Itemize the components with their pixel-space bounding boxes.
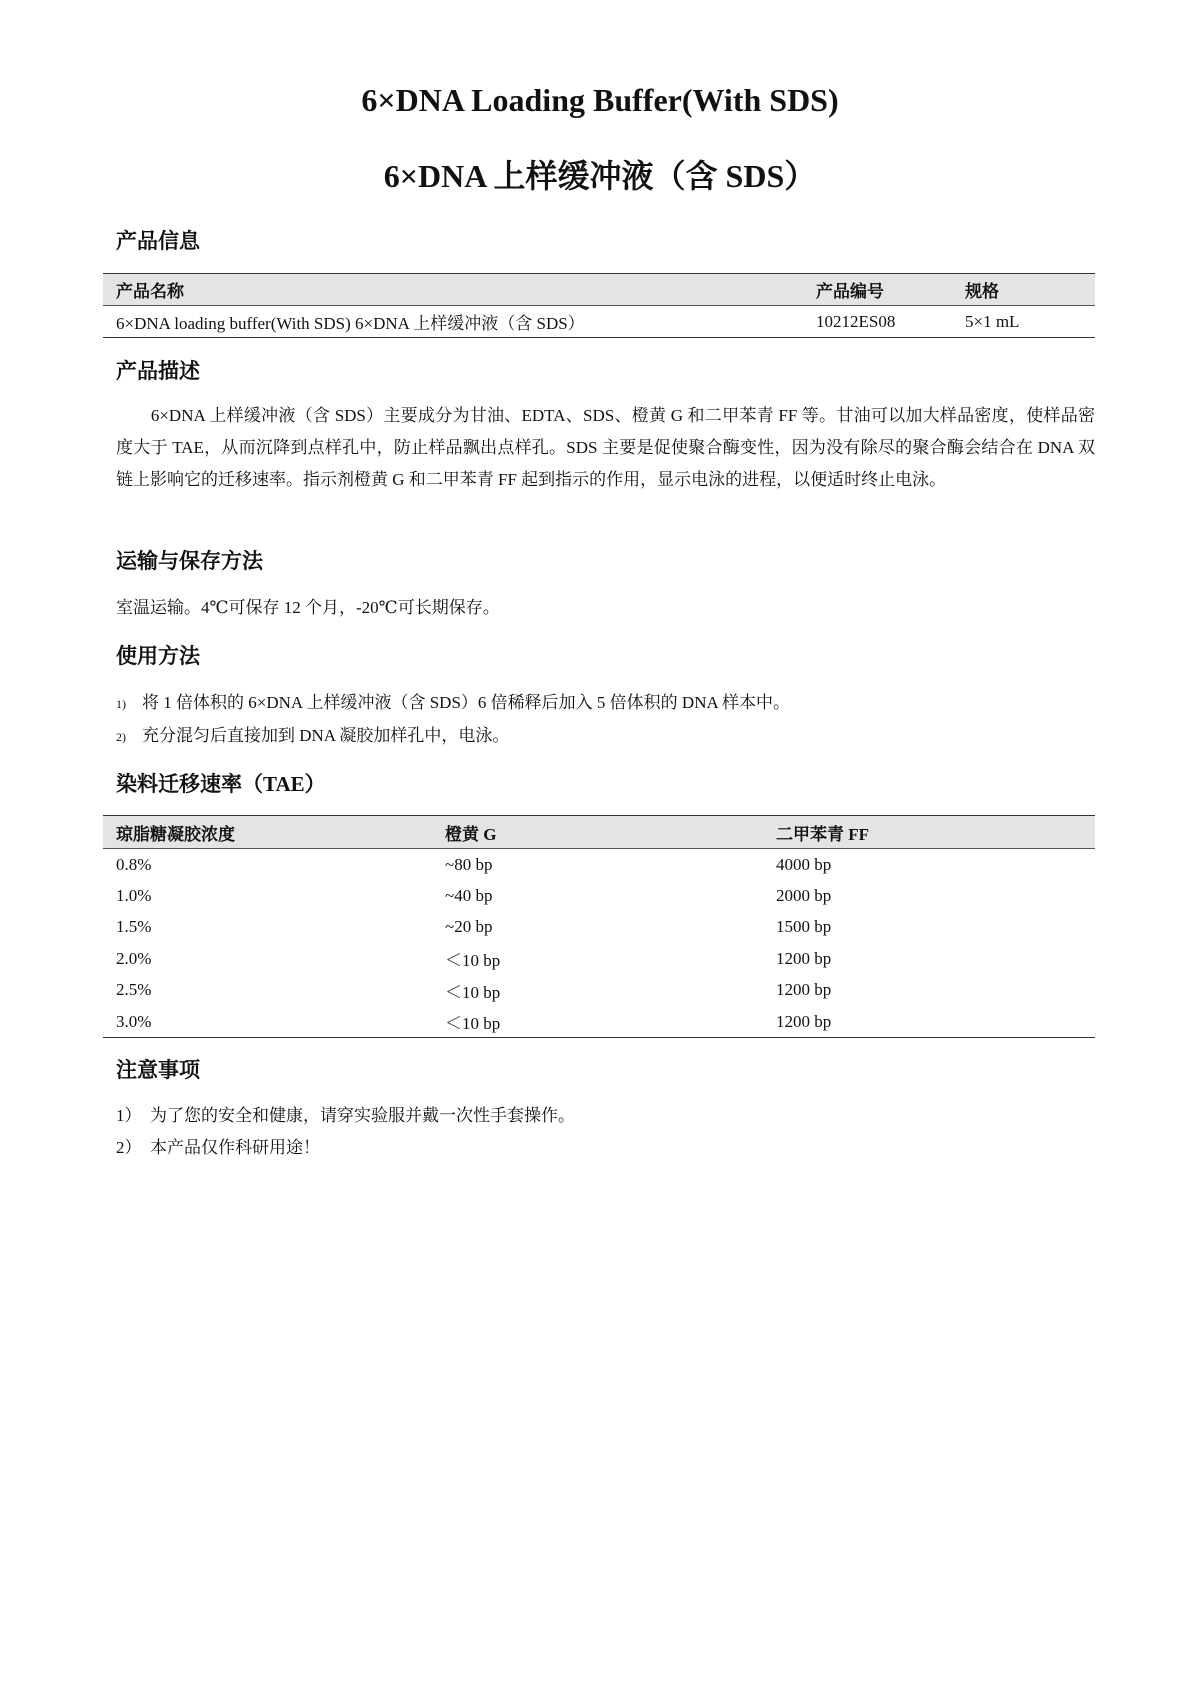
product-code-header: 产品编号 — [816, 282, 884, 301]
table-cell: ＜10 bp — [445, 1014, 501, 1033]
product-name-cell: 6×DNA loading buffer(With SDS) 6×DNA 上样缓冲液（含 SDS） — [116, 314, 585, 333]
orange-g-header: 橙黄 G — [445, 824, 497, 844]
table-row — [103, 912, 1095, 944]
table-cell: 1200 bp — [776, 980, 832, 1000]
list-item — [116, 1100, 1095, 1132]
table-cell: 1.0% — [116, 885, 152, 905]
table-row — [103, 849, 1095, 881]
usage-list — [116, 687, 1095, 753]
table-cell: ＜10 bp — [445, 951, 501, 971]
table-cell: 0.8% — [116, 854, 152, 874]
table-row — [103, 975, 1095, 1007]
description-heading: 产品描述 — [116, 359, 200, 383]
dye-migration-header-row — [103, 816, 1095, 849]
list-marker: 1) — [116, 697, 126, 711]
usage-heading: 使用方法 — [116, 644, 200, 668]
product-info-heading: 产品信息 — [116, 229, 200, 253]
table-row — [103, 943, 1095, 975]
notes-list — [116, 1100, 1095, 1164]
list-item-text: 本产品仅作科研用途！ — [150, 1138, 320, 1157]
table-cell: 3.0% — [116, 1011, 152, 1031]
description-paragraph: 6×DNA 上样缓冲液（含 SDS）主要成分为甘油、EDTA、SDS、橙黄 G 和二甲苯青 FF 等。甘油可以加大样品密度，使样品密度大于 TAE，从而沉降到点样孔中，防止样品飘出点样孔。SDS 主要是促使聚合酶变性，因为没有除尽的聚合酶会结合在 DNA 双链上影响它的迁移速率。指示剂橙黄 G 和二甲苯青 FF 起到指示的作用，显示电泳的进程，以便适时终止电泳。 — [116, 406, 1095, 489]
table-cell: 1500 bp — [776, 917, 832, 937]
product-code-cell: 10212ES08 — [816, 311, 896, 331]
agarose-concentration-header: 琼脂糖凝胶浓度 — [116, 824, 235, 844]
table-cell: 2000 bp — [776, 885, 832, 905]
list-item — [116, 720, 1095, 753]
list-marker: 2） — [116, 1138, 142, 1157]
product-spec-cell: 5×1 mL — [965, 311, 1020, 331]
table-cell: ~20 bp — [445, 917, 493, 937]
storage-heading: 运输与保存方法 — [116, 549, 263, 573]
list-marker: 2) — [116, 730, 126, 744]
notes-heading: 注意事项 — [116, 1058, 200, 1082]
dye-migration-heading: 染料迁移速率（TAE） — [116, 772, 326, 796]
table-cell: 1.5% — [116, 917, 152, 937]
table-row — [103, 880, 1095, 912]
product-name-header: 产品名称 — [116, 282, 184, 301]
storage-text: 室温运输。4℃可保存 12 个月，-20℃可长期保存。 — [116, 598, 500, 617]
table-cell: ~80 bp — [445, 854, 493, 874]
product-spec-header: 规格 — [965, 282, 999, 301]
table-cell: 2.0% — [116, 948, 152, 968]
product-info-table — [103, 273, 1095, 338]
list-item-text: 为了您的安全和健康，请穿实验服并戴一次性手套操作。 — [150, 1106, 575, 1125]
table-cell: 1200 bp — [776, 948, 832, 968]
table-cell: 4000 bp — [776, 854, 832, 874]
list-marker: 1） — [116, 1106, 142, 1125]
list-item — [116, 1132, 1095, 1164]
dye-migration-table — [103, 815, 1095, 1038]
list-item-text: 将 1 倍体积的 6×DNA 上样缓冲液（含 SDS）6 倍稀释后加入 5 倍体积的 DNA 样本中。 — [142, 693, 791, 712]
table-cell: 1200 bp — [776, 1011, 832, 1031]
table-row — [103, 306, 1095, 338]
list-item-text: 充分混匀后直接加到 DNA 凝胶加样孔中，电泳。 — [142, 726, 510, 745]
document-title: 6×DNA Loading Buffer(With SDS) — [361, 82, 839, 118]
xylene-cyanol-header: 二甲苯青 FF — [776, 824, 870, 844]
list-item — [116, 687, 1095, 720]
table-cell: 2.5% — [116, 980, 152, 1000]
table-row — [103, 1006, 1095, 1038]
table-cell: ~40 bp — [445, 885, 493, 905]
document-subtitle: 6×DNA 上样缓冲液（含 SDS） — [383, 158, 817, 194]
table-cell: ＜10 bp — [445, 982, 501, 1002]
product-info-header-row — [103, 274, 1095, 306]
